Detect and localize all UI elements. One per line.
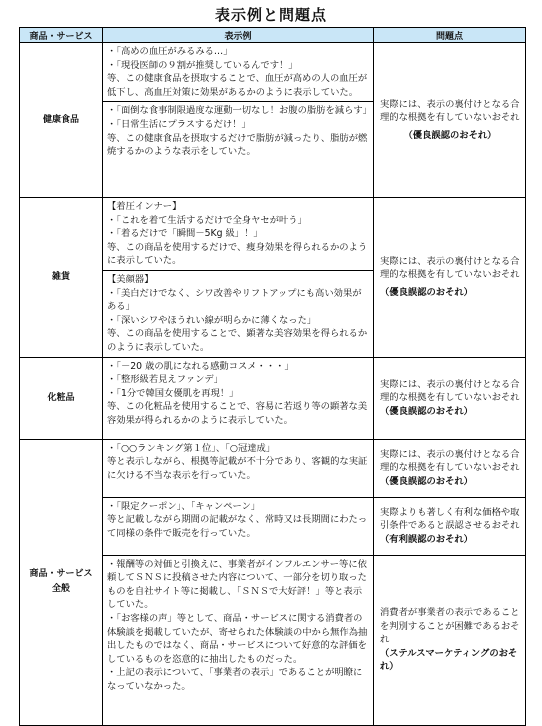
- example-line: ・報酬等の対価と引換えに、事業者がインフルエンサー等に依頼してＳＮＳに投稿させた内容について、一部分を切り取ったものを自社サイト等に掲載し、「ＳＮＳで大好評！」等と表示していた。: [107, 558, 367, 611]
- row-health: [20, 43, 526, 198]
- header-category: 商品・サービス: [20, 28, 103, 43]
- example-line: 等、この商品を使用するだけで、痩身効果を得られるかのように表示していた。: [107, 241, 368, 267]
- problem-general-3: [374, 555, 526, 725]
- example-line: ・「お客様の声」等として、商品・サービスに関する消費者の体験談を掲載していたが、寄せられた体験談の中から無作為抽出したものではなく、商品・サービスについて好意的な評価をしているものを恣意的に抽出したものだった。: [107, 612, 368, 665]
- example-line: 等と表示しながら、根拠等記載が不十分であり、客観的な実証に欠ける不当な表示を行っていた。: [107, 456, 368, 481]
- example-line: 等、この健康食品を摂取するだけで脂肪が減ったり、脂肪が燃焼するかのような表示をしていた。: [107, 132, 368, 158]
- problem-text: 消費者が事業者の表示であることを判別することが困難であるおそれ: [380, 607, 520, 646]
- problem-tag: （優良誤認のおそれ）: [380, 405, 473, 417]
- category-cosmetics: 化粧品: [20, 357, 103, 439]
- example-line: ・「－20 歳の肌になれる感動コスメ・・・」: [107, 360, 294, 372]
- problem-tag: （優良誤認のおそれ）: [380, 475, 473, 487]
- header-problem: 問題点: [374, 28, 526, 43]
- example-general-2: [103, 497, 374, 555]
- problem-text: 実際には、表示の裏付けとなる合理的な根拠を有していないおそれ: [380, 448, 520, 474]
- header-row: [20, 28, 526, 43]
- example-line: ・「深いシワやほうれい線が明らかに薄くなった」: [107, 314, 317, 326]
- example-line: ・「美白だけでなく、シワ改善やリフトアップにも高い効果がある」: [107, 287, 362, 313]
- example-line: ・「面倒な食事制限過度な運動一切なし！お腹の脂肪を減らす」: [107, 105, 372, 117]
- example-line: ・「日常生活にプラスするだけ！」: [107, 118, 251, 130]
- example-line: ・「限定クーポン」、「キャンペーン」: [107, 500, 261, 512]
- page-title: 表示例と問題点: [214, 6, 327, 24]
- example-line: ・「高めの血圧がみるみる…」: [107, 46, 233, 57]
- example-subblock: [103, 101, 373, 158]
- category-general: [20, 439, 103, 725]
- example-line: ・「○○ランキング第１位」、「○冠達成」: [107, 442, 276, 454]
- example-line: 【着圧インナー】: [107, 201, 182, 212]
- example-line: ・「着るだけで「瞬間－5Kg 級」！」: [107, 228, 263, 240]
- problem-general-1: [374, 439, 526, 497]
- problem-tag: （優良誤認のおそれ）: [380, 287, 473, 299]
- problem-goods: [374, 198, 526, 358]
- category-health: 健康食品: [20, 43, 103, 198]
- example-line: ・「整形級若見えファンデ」: [107, 374, 224, 386]
- example-line: ・「現役医師の９割が推奨しているんです！」: [107, 59, 298, 71]
- example-line: 【美顔器】: [107, 273, 154, 285]
- example-goods: [103, 198, 374, 358]
- problem-text: 実際には、表示の裏付けとなる合理的な根拠を有していないおそれ: [380, 98, 520, 124]
- example-line: ・上記の表示について、「事業者の表示」であることが明瞭になっていなかった。: [107, 667, 363, 692]
- category-general-line2: 全般: [51, 584, 70, 595]
- example-line: ・「これを着て生活するだけで全身ヤセが叶う」: [107, 214, 307, 226]
- example-health: [103, 43, 374, 198]
- problem-text: 実際よりも著しく有利な価格や取引条件であると誤認させるおそれ: [380, 506, 520, 532]
- row-general-1: [20, 439, 526, 497]
- problem-tag: （ステルスマーケティングのおそれ）: [380, 647, 518, 673]
- problem-tag: （有利誤認のおそれ）: [380, 533, 473, 545]
- example-general-1: [103, 439, 374, 497]
- example-line: 等、この商品を使用することで、顕著な美容効果を得られるかのように表示していた。: [107, 328, 368, 353]
- example-line: 等、この化粧品を使用することで、容易に若返り等の顕著な美容効果が得られるかのように表示していた。: [107, 401, 368, 426]
- problem-cosmetics: [374, 357, 526, 439]
- problem-health: [374, 43, 526, 198]
- problem-general-2: [374, 497, 526, 555]
- problem-text: 実際には、表示の裏付けとなる合理的な根拠を有していないおそれ: [380, 255, 520, 281]
- header-example: 表示例: [103, 28, 374, 43]
- examples-table: [19, 27, 526, 726]
- row-cosmetics: [20, 357, 526, 439]
- example-general-3: [103, 555, 374, 725]
- problem-text: 実際には、表示の裏付けとなる合理的な根拠を有していないおそれ: [380, 378, 520, 404]
- category-goods: 雑貨: [20, 198, 103, 358]
- example-subblock: [103, 270, 373, 355]
- example-line: 等と記載しながら期間の記載がなく、常時又は長期間にわたって同様の条件で販売を行っていた。: [107, 514, 368, 539]
- example-line: 等、この健康食品を摂取することで、血圧が高めの人の血圧が低下し、高血圧対策に効果があるかのように表示していた。: [107, 73, 368, 98]
- example-cosmetics: [103, 357, 374, 439]
- category-general-line1: 商品・サービス: [29, 569, 93, 580]
- example-line: ・「1分で韓国女優肌を再現！」: [107, 387, 239, 399]
- problem-tag: （優良誤認のおそれ）: [403, 129, 497, 141]
- row-goods: [20, 198, 526, 358]
